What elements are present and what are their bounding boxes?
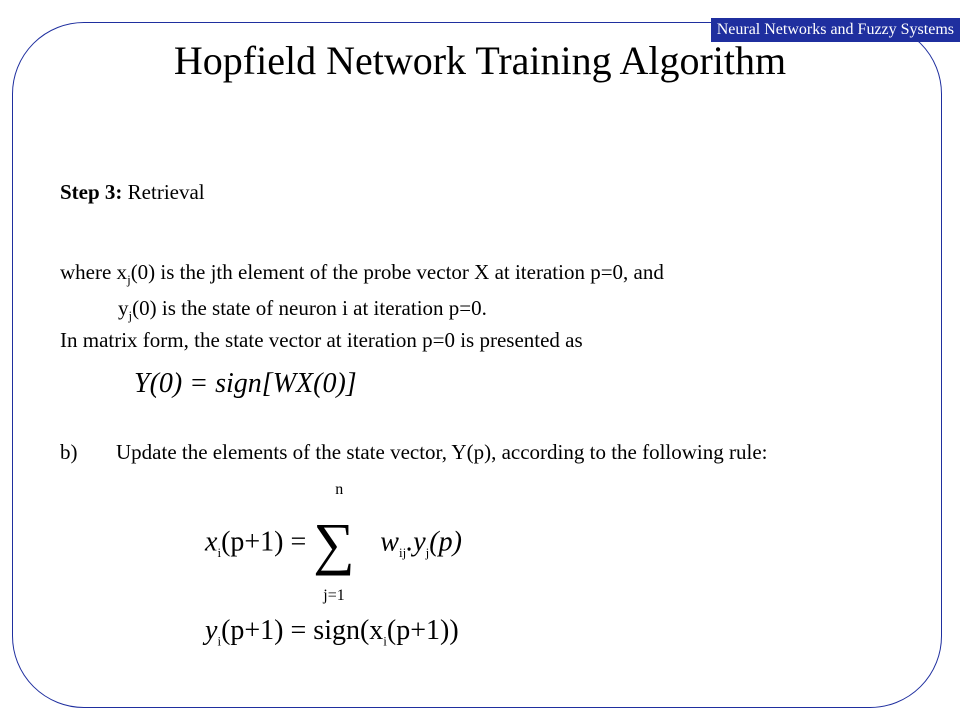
eq2-rhs-2: .y <box>406 526 426 558</box>
sigma-block <box>313 481 373 604</box>
where-text-4: (0) is the state of neuron i at iteration p=0. <box>132 296 487 321</box>
eq2-mid: (p+1) = <box>221 526 307 558</box>
eq3-lhs-sub: i <box>217 633 222 649</box>
step-line <box>60 178 205 206</box>
where-subscript-2: j <box>128 308 133 324</box>
list-item-text: Update the elements of the state vector, Y(p), according to the following rule: <box>116 440 768 464</box>
eq2-rhs: w <box>380 526 399 558</box>
slide-title: Hopfield Network Training Algorithm <box>173 38 787 83</box>
eq3-rest-1: (p+1) = sign(x <box>221 615 384 646</box>
equation-update-y <box>205 615 459 650</box>
where-line-1 <box>60 258 900 294</box>
sigma-upper: n <box>335 481 344 498</box>
eq2-lhs: x <box>205 526 218 558</box>
where-paragraph <box>60 258 900 330</box>
eq2-rhs-3: (p) <box>429 526 462 558</box>
equation-state-vector <box>134 368 357 400</box>
eq3-rest-2: (p+1)) <box>386 615 459 646</box>
where-text-1: where x <box>60 260 128 284</box>
sigma-lower: j=1 <box>323 587 345 604</box>
where-text-2: (0) is the jth element of the probe vector X at iteration p=0, and <box>130 260 664 284</box>
eq2-rhs-sub-2: j <box>425 545 430 561</box>
step-text: Retrieval <box>122 180 205 204</box>
eq2-rhs-sub: ij <box>398 545 407 561</box>
equation-1-text: Y(0) = sign[WX(0)] <box>134 368 357 399</box>
sigma-icon: ∑ <box>313 511 355 576</box>
where-text-3: y <box>118 296 129 321</box>
slide-frame <box>12 22 942 708</box>
eq2-lhs-sub: i <box>217 545 222 561</box>
eq3-lhs: y <box>205 615 218 646</box>
where-line-2 <box>60 294 900 330</box>
matrix-line: In matrix form, the state vector at iteration p=0 is presented as <box>60 328 583 352</box>
list-marker: b) <box>60 440 78 464</box>
where-subscript-1: j <box>127 272 131 288</box>
step-label: Step 3: <box>60 180 123 204</box>
equation-update-x <box>205 481 462 604</box>
eq3-sub-2: i <box>383 633 387 649</box>
course-label: Neural Networks and Fuzzy Systems <box>711 18 960 42</box>
